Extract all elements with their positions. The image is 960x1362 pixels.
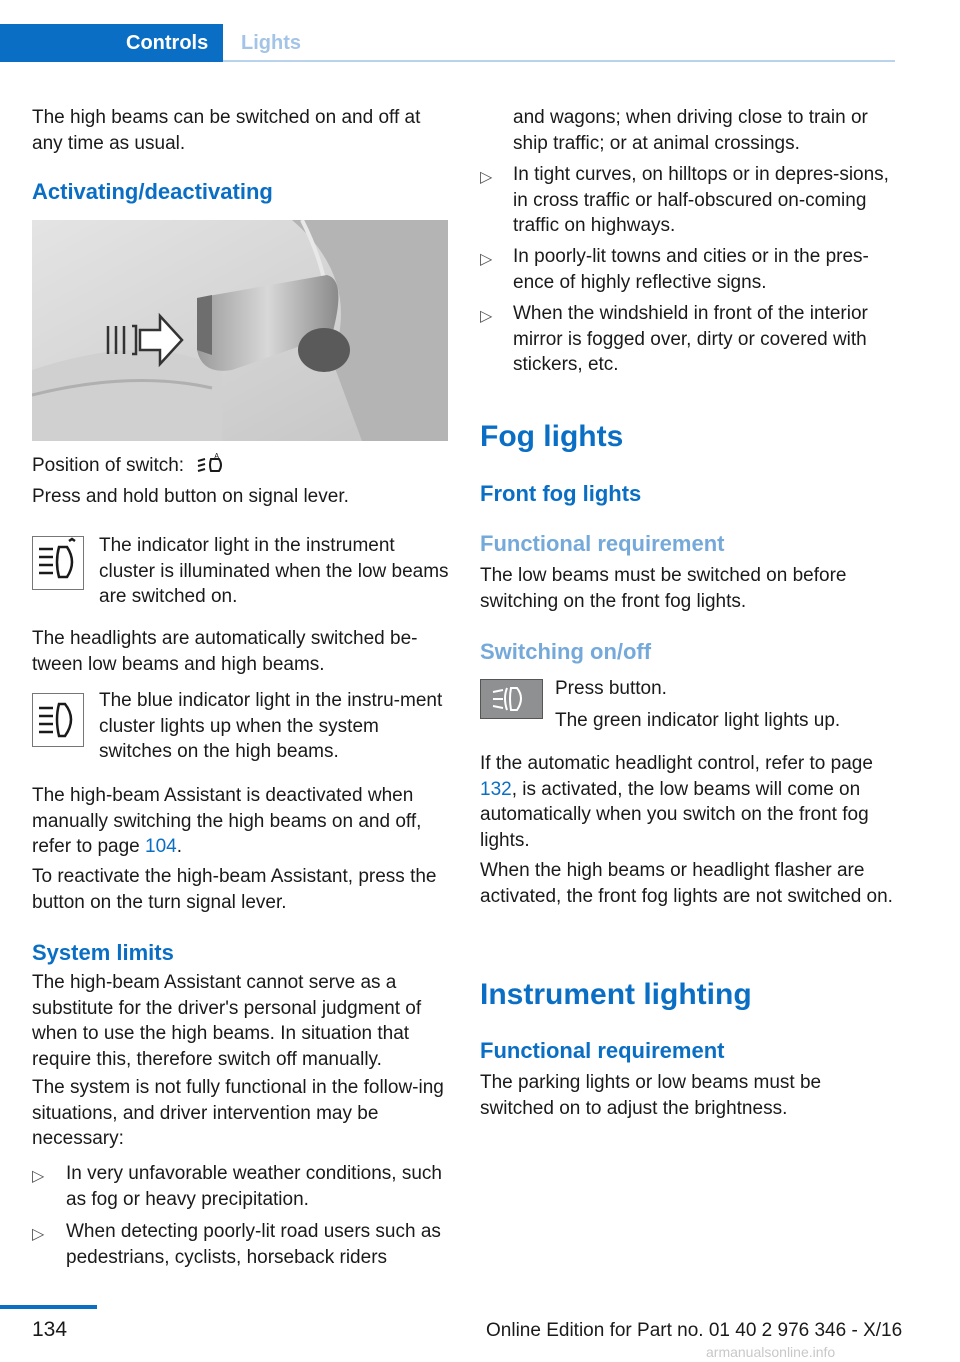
heading-activating: Activating/deactivating xyxy=(32,179,273,204)
page-link-132[interactable]: 132 xyxy=(480,778,512,800)
deactivated-text: The high-beam Assistant is deactivated when manually switching the high beams on and off, refer to page 104. xyxy=(32,785,422,857)
running-header xyxy=(0,0,895,62)
high-beams-fog-text: When the high beams or headlight flasher are activated, the front fog lights are not switched on. xyxy=(480,860,893,907)
intro-paragraph: The high beams can be switched on and off at any time as usual. xyxy=(32,107,421,154)
limits-text: The high-beam Assistant cannot serve as a substitute for the driver's personal judgment of when to use the high beams. In situation that require this, therefore switch off manually. xyxy=(32,972,422,1070)
bullet-marker: ▷ xyxy=(480,308,493,325)
press-button-text: Press button. xyxy=(555,678,667,699)
front-fog-light-button-icon xyxy=(480,679,543,719)
reactivate-text: To reactivate the high-beam Assistant, press the button on the turn signal lever. xyxy=(32,866,437,913)
auto-headlight-text: If the automatic headlight control, refer to page 132, is activated, the low beams will come on automatically when you switch on the front fog lights. xyxy=(480,753,873,851)
bullet-windshield: When the windshield in front of the interior mirror is fogged over, dirty or covered with stickers, etc. xyxy=(513,303,868,375)
signal-lever-illustration xyxy=(32,220,448,441)
watermark: armanualsonline.info xyxy=(706,1344,836,1360)
indicator-low-text: The indicator light in the instrument cluster is illuminated when the low beams are switched on. xyxy=(99,535,449,607)
edition-text: Online Edition for Part no. 01 40 2 976 346 - X/16 xyxy=(486,1320,903,1341)
parking-lights-text: The parking lights or low beams must be switched on to adjust the brightness. xyxy=(480,1072,822,1119)
bullet-marker: ▷ xyxy=(32,1168,45,1185)
header-rule xyxy=(223,60,895,62)
high-beam-assistant-indicator-icon xyxy=(32,536,84,590)
tab-lights[interactable]: Lights xyxy=(241,32,301,54)
not-functional-text: The system is not fully functional in the follow-ing situations, and driver intervention may be necessary: xyxy=(32,1077,444,1149)
indicator-blue-text: The blue indicator light in the instru-ment cluster lights up when the system switches on the high beams. xyxy=(99,690,443,762)
footer-rule xyxy=(0,1305,97,1309)
heading-functional-requirement-2: Functional requirement xyxy=(480,1038,725,1063)
bullet-curves: In tight curves, on hilltops or in depres-sions, in cross traffic or half-obscured on-coming traffic on highways. xyxy=(513,164,889,236)
page-number: 134 xyxy=(32,1318,68,1341)
bullet-marker: ▷ xyxy=(480,169,493,186)
heading-instrument-lighting: Instrument lighting xyxy=(480,978,752,1011)
page-link-104[interactable]: 104 xyxy=(145,836,177,857)
heading-switching: Switching on/off xyxy=(480,639,652,664)
func-req-text: The low beams must be switched on before switching on the front fog lights. xyxy=(480,565,847,612)
heading-functional-requirement: Functional requirement xyxy=(480,531,725,556)
bullet-marker: ▷ xyxy=(32,1226,45,1243)
bullet-road-users-cont: and wagons; when driving close to train or ship traffic; or at animal crossings. xyxy=(513,107,868,154)
heading-front-fog-lights: Front fog lights xyxy=(480,481,642,506)
heading-fog-lights: Fog lights xyxy=(480,420,624,453)
auto-headlight-icon xyxy=(195,453,225,475)
bullet-towns: In poorly-lit towns and cities or in the pres-ence of highly reflective signs. xyxy=(513,246,869,293)
bullet-weather: In very unfavorable weather conditions, such as fog or heavy precipitation. xyxy=(66,1163,442,1210)
tab-controls[interactable]: Controls xyxy=(0,24,223,62)
bullet-road-users: When detecting poorly-lit road users such as pedestrians, cyclists, horseback riders xyxy=(66,1221,441,1268)
auto-switch-text: The headlights are automatically switched be-tween low beams and high beams. xyxy=(32,628,418,675)
high-beam-indicator-icon xyxy=(32,693,84,747)
svg-text:A: A xyxy=(214,453,220,461)
green-light-text: The green indicator light lights up. xyxy=(555,710,841,731)
switch-position-label: Position of switch: A xyxy=(32,453,225,479)
bullet-marker: ▷ xyxy=(480,251,493,268)
heading-system-limits: System limits xyxy=(32,940,174,965)
press-hold-text: Press and hold button on signal lever. xyxy=(32,486,349,507)
